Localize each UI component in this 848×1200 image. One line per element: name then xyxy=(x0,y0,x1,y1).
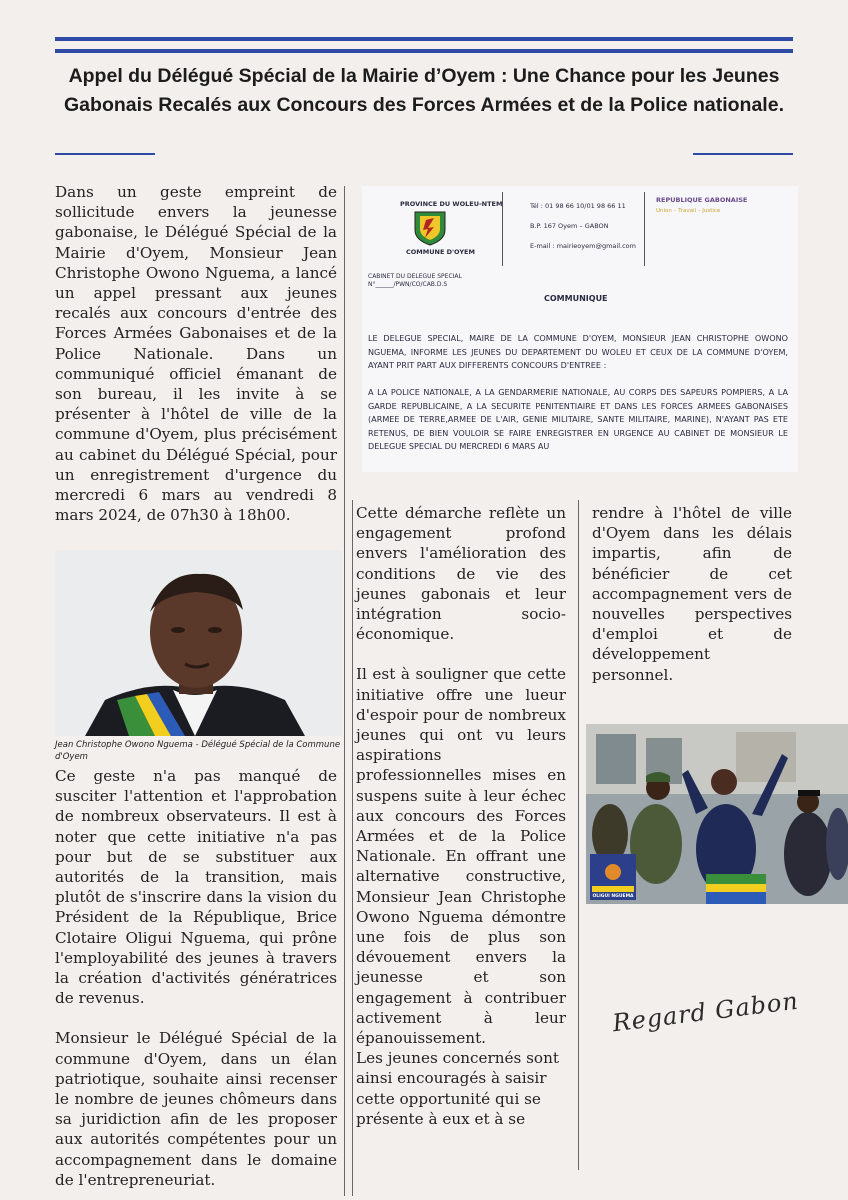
observers-paragraph: Ce geste n'a pas manqué de susciter l'attention et l'approbation de nombreux observateurs. Il est à noter que cette initiative n'a pas pour but de se substituer aux autorités de la transition, mais plutôt de s'inscrire dans la vision du Président de la République, Brice Clotaire Oligui Nguema, qui prône l'employabilité des jeunes à travers la création d'activités génératrices de revenus. xyxy=(55,767,337,1008)
doc-cabinet: CABINET DU DELEGUE SPECIAL xyxy=(368,273,462,280)
doc-body-2: A LA POLICE NATIONALE, A LA GENDARMERIE NATIONALE, AU CORPS DES SAPEURS POMPIERS, A LA GARDE REPUBLICAINE, A LA SECURITE PENITENTIAIRE ET DANS LES FORCES ARMEES GABONAISES (ARMEE DE TERRE,ARMEE DE L'AIR, GENIE MILITAIRE, SANTE MILITAIRE, MARINE), N'AYANT PAS ETE RETENUS, DE BIEN VOULOIR SE FAIRE ENREGISTRER EN URGENCE AU CABINET DE MONSIEUR LE DELEGUE SPECIAL DU MERCREDI 6 MARS AU xyxy=(368,387,788,451)
doc-header-divider xyxy=(502,192,503,266)
doc-province: PROVINCE DU WOLEU-NTEM xyxy=(400,200,503,208)
column-3 xyxy=(592,503,792,685)
page-title: Appel du Délégué Spécial de la Mairie d’Oyem : Une Chance pour les Jeunes Gabonais Recalés aux Concours des Forces Armées et de la Police nationale. xyxy=(64,65,784,116)
signature: Regard Gabon xyxy=(610,986,801,1038)
doc-motto: Union – Travail – Justice xyxy=(656,208,721,214)
column-divider-1 xyxy=(344,186,345,1196)
poster-name: OLIGUI NGUEMA xyxy=(592,894,634,899)
doc-telephone: Tél : 01 98 66 10/01 98 66 11 xyxy=(530,202,626,210)
doc-postal-box: B.P. 167 Oyem – GABON xyxy=(530,222,609,230)
encouragement-paragraph: Les jeunes concernés sont ainsi encouragés à saisir cette opportunité qui se présente à eux et à se xyxy=(356,1049,559,1128)
column-1-body xyxy=(55,766,337,1190)
commune-emblem-icon xyxy=(412,210,448,246)
column-1-intro xyxy=(55,182,337,525)
intro-paragraph: Dans un geste empreint de sollicitude envers la jeunesse gabonaise, le Délégué Spécial de la Mairie d'Oyem, Monsieur Jean Christophe Owono Nguema, a lancé un appel pressant aux jeunes recalés aux concours d'entrée des Forces Armées Gabonaises et de la Police Nationale. Dans un communiqué officiel émanant de son bureau, il les invite à se présenter à l'hôtel de ville de la commune d'Oyem, plus précisément au cabinet du Délégué Spécial, pour un enregistrement d'urgence du mercredi 6 mars au vendredi 8 mars 2024, de 07h30 à 18h00. xyxy=(55,183,337,525)
header-top-rule-1 xyxy=(55,37,793,41)
conclusion-paragraph: rendre à l'hôtel de ville d'Oyem dans les délais impartis, afin de bénéficier de cet accompagnement vers de nouvelles perspectives d'emploi et de développement personnel. xyxy=(592,504,792,684)
column-divider-2 xyxy=(352,500,353,1196)
engagement-paragraph: Cette démarche reflète un engagement profond envers l'amélioration des conditions de vie des jeunes gabonais et leur intégration socio-économique. xyxy=(356,504,566,644)
doc-email: E-mail : mairieoyem@gmail.com xyxy=(530,242,636,250)
header-top-rule-2 xyxy=(55,49,793,53)
column-2 xyxy=(356,503,566,1129)
doc-reference: N°______/PWN/CO/CAB.D.S xyxy=(368,281,448,288)
recensement-paragraph: Monsieur le Délégué Spécial de la commune d'Oyem, dans un élan patriotique, souhaite ainsi recenser le nombre de jeunes chômeurs dans sa juridiction afin de les proposer aux autorités compétentes pour un accompagnement dans le domaine de l'entrepreneuriat. xyxy=(55,1029,337,1189)
doc-heading: COMMUNIQUE xyxy=(544,294,608,303)
portrait-image xyxy=(55,550,342,736)
doc-body-1: LE DELEGUE SPECIAL, MAIRE DE LA COMMUNE D'OYEM, MONSIEUR JEAN CHRISTOPHE OWONO NGUEMA, INFORME LES JEUNES DU DEPARTEMENT DU WOLEU ET CEUX DE LA COMMUNE D'OYEM, AYANT PRIT PART AUX DIFFERENTS CONCOURS D'ENTREE : xyxy=(368,333,788,370)
portrait-photo xyxy=(55,550,342,736)
title-underline-right xyxy=(693,153,793,155)
espoir-paragraph: Il est à souligner que cette initiative offre une lueur d'espoir pour de nombreux jeunes qui ont vu leurs aspirations professionnelles mises en suspens suite à leur échec aux concours des Forces Armées et de la Police Nationale. En offrant une alternative constructive, Monsieur Jean Christophe Owono Nguema démontre une fois de plus son dévouement envers la jeunesse et son engagement à contribuer activement à leur épanouissement. xyxy=(356,665,566,1048)
event-photo xyxy=(586,724,848,904)
doc-commune: COMMUNE D'OYEM xyxy=(406,248,475,256)
title-underline-left xyxy=(55,153,155,155)
doc-header-divider-2 xyxy=(644,192,645,266)
event-image xyxy=(586,724,848,904)
communique-document-image xyxy=(362,186,798,472)
column-divider-3 xyxy=(578,500,579,1170)
doc-republic: REPUBLIQUE GABONAISE xyxy=(656,196,748,204)
portrait-caption: Jean Christophe Owono Nguema - Délégué Spécial de la Commune d'Oyem xyxy=(55,740,341,762)
